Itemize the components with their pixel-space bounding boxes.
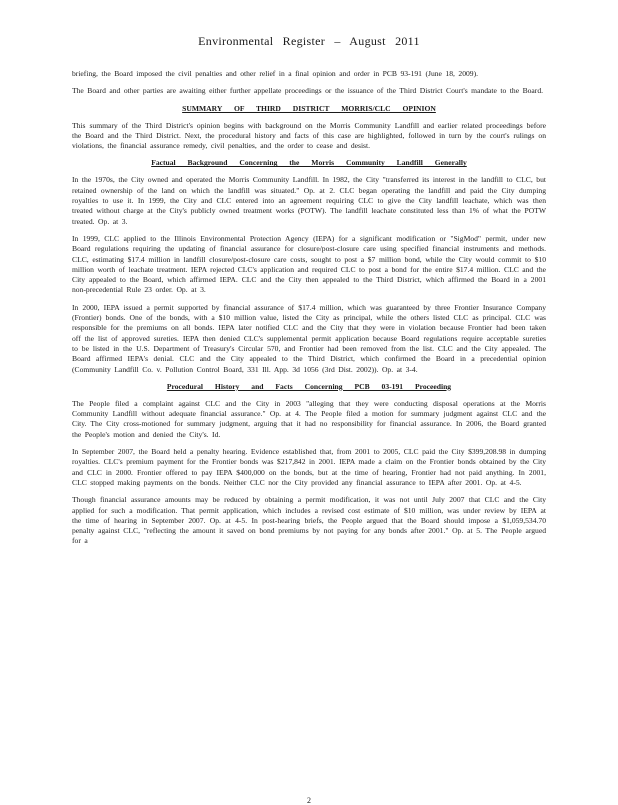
page-header: Environmental Register – August 2011 bbox=[198, 34, 420, 48]
paragraph-briefing: briefing, the Board imposed the civil penalties and other relief in a final opinion and order in PCB 93-191 (June 18, 2009). bbox=[72, 69, 479, 78]
paragraph-procedural-hearing: In September 2007, the Board held a penalty hearing. Evidence established that, from 2001 to 2005, CLC paid the City $399,208.98 in dumping royalties. CLC's premium payment for the Frontier bonds was $217,842 in 2001. IEPA made a claim on the Frontier bonds obtained by the City and CLC in 2000. Frontier offered to pay IEPA $400,000 on the bonds, but at the time of hearing, Frontier had not paid anything. In 2001, CLC stopped making payments on the bonds. Neither CLC nor the City provided any financial assurance to IEPA after 2001. Op. at 4-5. bbox=[72, 447, 546, 487]
paragraph-procedural-complaint: The People filed a complaint against CLC and the City in 2003 "alleging that they were conducting disposal operations at the Morris Community Landfill without adequate financial assurance." Op. at 4. The People filed a motion for summary judgment against CLC and the City. The City cross-motioned for summary judgment, arguing that it had no responsibility for financial assurance. In 2006, the Board granted the People's motion and denied the City's. Id. bbox=[72, 398, 546, 439]
paragraph-background-1970s: In the 1970s, the City owned and operated the Morris Community Landfill. In 1982, the City "transferred its interest in the landfill to CLC, but retained ownership of the land on which the landfill was situated." Op. at 2. CLC began operating the landfill and paid the City dumping royalties to use it. In 1999, the City and CLC entered into an agreement requiring CLC to give the City landfill leachate, which was then treated without charge at the City's publicly owned treatment works (POTW). The landfill leachate constituted less than 1% of what the POTW treated. Op. at 3. bbox=[72, 175, 546, 226]
section-heading-background bbox=[72, 158, 546, 168]
section-heading-summary bbox=[72, 104, 546, 114]
paragraph-background-1999: In 1999, CLC applied to the Illinois Environmental Protection Agency (IEPA) for a significant modification or "SigMod" permit, under new Board regulations requiring the updating of financial assurance for closure/post-closure care using specified financial instruments and methods. CLC, estimating $17.4 million in landfill closure/post-closure care costs, sought to post a $7 million bond, while the City would commit to $10 million worth of leachate treatment. IEPA rejected CLC's application and required CLC to post a bond for the entire $17.4 million. CLC and the City appealed to the Board, which affirmed IEPA. CLC and the City then appealed to the Third District, which affirmed the Board in a 2001 non-precedential Rule 23 order. Op. at 3. bbox=[72, 233, 547, 295]
section-heading-procedural bbox=[72, 382, 546, 392]
page-number: 2 bbox=[307, 796, 311, 805]
paragraph-awaiting: The Board and other parties are awaiting either further appellate proceedings or the issuance of the Third District Court's mandate to the Board. bbox=[72, 86, 544, 96]
paragraph-background-2000: In 2000, IEPA issued a permit supported by financial assurance of $17.4 million, which was guaranteed by three Frontier Insurance Company (Frontier) bonds. One of the bonds, with a $10 million value, listed the City as principal, while the others listed CLC as principal. CLC was responsible for the premiums on all bonds. IEPA later notified CLC and the City that they were in violation because Frontier had been taken off the list of approved sureties. IEPA then denied CLC's supplemental permit application because Board regulations require acceptable sureties to be listed in the U.S. Department of Treasury's Circular 570, and Frontier had been removed from the list. CLC and the City appealed. The Board affirmed IEPA's denial. CLC and the City appealed to the Third District, which confirmed the Board in a precedential opinion (Community Landfill Co. v. Pollution Control Board, 331 Ill. App. 3d 1056 (3rd Dist. 2002)). Op. at 3-4. bbox=[72, 302, 546, 374]
document-page bbox=[72, 34, 546, 554]
section-heading-summary-text: SUMMARY OF THIRD DISTRICT MORRIS/CLC OPINION bbox=[182, 103, 436, 113]
paragraph-procedural-modification: Though financial assurance amounts may be reduced by obtaining a permit modification, it was not until July 2007 that CLC and the City applied for such a modification. That permit application, which includes a revised cost estimate of $10 million, was under review by IEPA at the time of hearing in September 2007. Op. at 4-5. In post-hearing briefs, the People argued that the Board should impose a $1,059,534.70 penalty against CLC, "reflecting the amount it saved on bond premiums by not paying for any bonds after 2001." Op. at 5. The People argued for a bbox=[72, 495, 546, 546]
section-heading-procedural-text: Procedural History and Facts Concerning PCB 03-191 Proceeding bbox=[166, 381, 452, 391]
section-heading-background-text: Factual Background Concerning the Morris Community Landfill Generally bbox=[151, 158, 467, 168]
paragraph-summary: This summary of the Third District's opinion begins with background on the Morris Community Landfill and earlier related proceedings before the Board and the Third District. Next, the procedural history and facts of this case are highlighted, followed in turn by the court's rulings on violations, the financial assurance remedy, civil penalties, and the order to cease and desist. bbox=[72, 120, 546, 151]
